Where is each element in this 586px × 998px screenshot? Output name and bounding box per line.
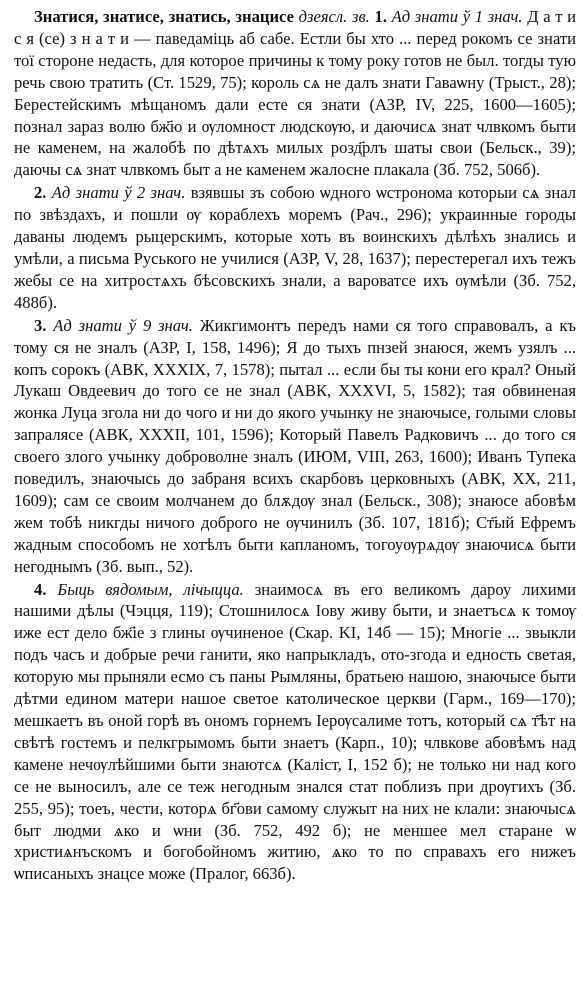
sense-gloss: Д а т и с я (се) з н а т и — паведаміць аб сабе.: [14, 7, 577, 48]
sense-reference: Ад знати ў 2 знач.: [51, 183, 186, 203]
sense-number: 2.: [34, 183, 47, 203]
sense-text: взявшы зъ собою ѡдного ѡстронома которыи сѧ знал по звѣздахъ, и пошли ѹ кораблехъ моремъ (Рач., 296); украинные городы даваны людемъ рыцерскимъ, которые хоть въ воинскихъ дѣлѣхъ знались и умѣли, а письма Руського не училися (АЗР, V, 28, 1637); перестерегал ихъ тежъ жебы се на хитростѧхъ бѣсовскихъ знали, а вароватсе ихъ ѹмѣли (Зб. 752, 488б).: [14, 183, 576, 312]
headword: Знатися, знатисе, знатись, знацисе: [34, 7, 294, 26]
sense-number: 4.: [34, 579, 47, 599]
sense-number: 3.: [34, 315, 47, 335]
sense-text: Жикгимонтъ передъ нами ся того справовалъ, а къ тому ся не зналъ (АЗР, I, 158, 1496); Я до тыхъ пнзей знаюся, жемъ узялъ ... копъ сорокъ (АВК, XXXIX, 7, 1578); пытал ... если бы ты кони его крал? Оный Лукаш Овдеевич до того се не знал (АВК, XXXVI, 5, 1582); тая обвиненая жонка Луца згола ни до чого и ни до якого учынку не знаючысе, голыми словы запралясе (АВК, XXXII, 101, 1596); Который Павелъ Радковичъ ... до того ся своего злого учынку доброволне зналъ (ИЮМ, VIII, 263, 1600); Иванъ Тупека поведилъ, знаючысь до забраня всихъ скарбовъ церковныхъ (АВК, XX, 211, 1609); сам се своим молчанем до блѫдѹ знал (Бельск., 308); знаюсе абовѣм жем тобѣ никгды ничого доброго не ѹчинилъ (Зб. 107, 181б); Ст҃ый Ефремъ жадным способомъ не хотѣлъ быти капланомъ, тогоуѹрѧдѹ знаючисѧ быти негоднымъ (Зб. вып., 52).: [14, 315, 576, 576]
sense-1-paragraph: [14, 6, 576, 181]
grammar-label: дзеясл. зв.: [298, 7, 370, 26]
sense-text: Естли бы хто ... перед рокомъ се знати тої стороне недасть, для которое причины к тому року готов не был. тогды тую речь свою тратить (Ст. 1529, 75); король сѧ не далъ знати Гаваѡну (Трыст., 28); Берестейскимъ мѣщаномъ дали есте ся знати (АЗР, IV, 225, 1600—1605); познал зараз волю бж҃ю и ѹломност людскѹю, и даючисѧ знат члвкомъ быти не каменем, на жалобѣ по дѣтѧхъ милых розд҃рлъ шаты свои (Бельск., 39); даючы сѧ знат члвкомъ быт а не каменем жалосне плакала (Зб. 752, 506б).: [14, 28, 577, 180]
sense-3-paragraph: [14, 315, 576, 578]
sense-reference: Ад знати ў 1 знач.: [391, 7, 523, 26]
sense-text: знаимосѧ въ его великомъ дароу лихими нашими дѣлы (Чэцця, 119); Стошнилосѧ Іову живу быти, и знаетъсѧ к томѹ иже ест дело бж҃іе з глины ѹчиненое (Скар. KI, 14б — 15); Многіе ... звыкли подъ часъ и добрые речи ганити, яко напрыкладъ, ото-згода и едность светая, которую мы прыняли есмо съ паны Рымляны, братьею нашою, знаючысе быти дѣтми едином матери нашое светое католическое церкви (Гарм., 169—170); мешкаетъ въ оной горѣ въ ономъ горнемъ Іерѹсалиме тотъ, который сѧ т҃ѣт на свѣтѣ гостемъ и пелкгрымомъ быти знаетъ (Карп., 10); члвкове абовѣмъ над камене нечѹлѣйшими быти знаютсѧ (Каліст, I, 152 б); не только ни над кого се не выносилъ, але се теж негодным знался стат поблизъ при дрѹгихъ (Зб. 255, 95); тоеъ, чести, которѧ бг҃ови самому служыт на них не клали: знаючысѧ быт людми ѧко и ѡни (Зб. 752, 492 б); не меншее мел старане ѡ христиѧнъскомъ и богобойномъ житию, ѧко то по справахъ его нижеъ ѡписаныхъ знацсе може (Пралог, 663б).: [14, 579, 576, 884]
sense-reference: Ад знати ў 9 знач.: [53, 315, 193, 335]
sense-4-paragraph: [14, 579, 576, 886]
sense-number: 1.: [374, 7, 387, 26]
sense-reference: Быць вядомым, лічыцца.: [57, 579, 244, 599]
sense-2-paragraph: [14, 182, 576, 313]
